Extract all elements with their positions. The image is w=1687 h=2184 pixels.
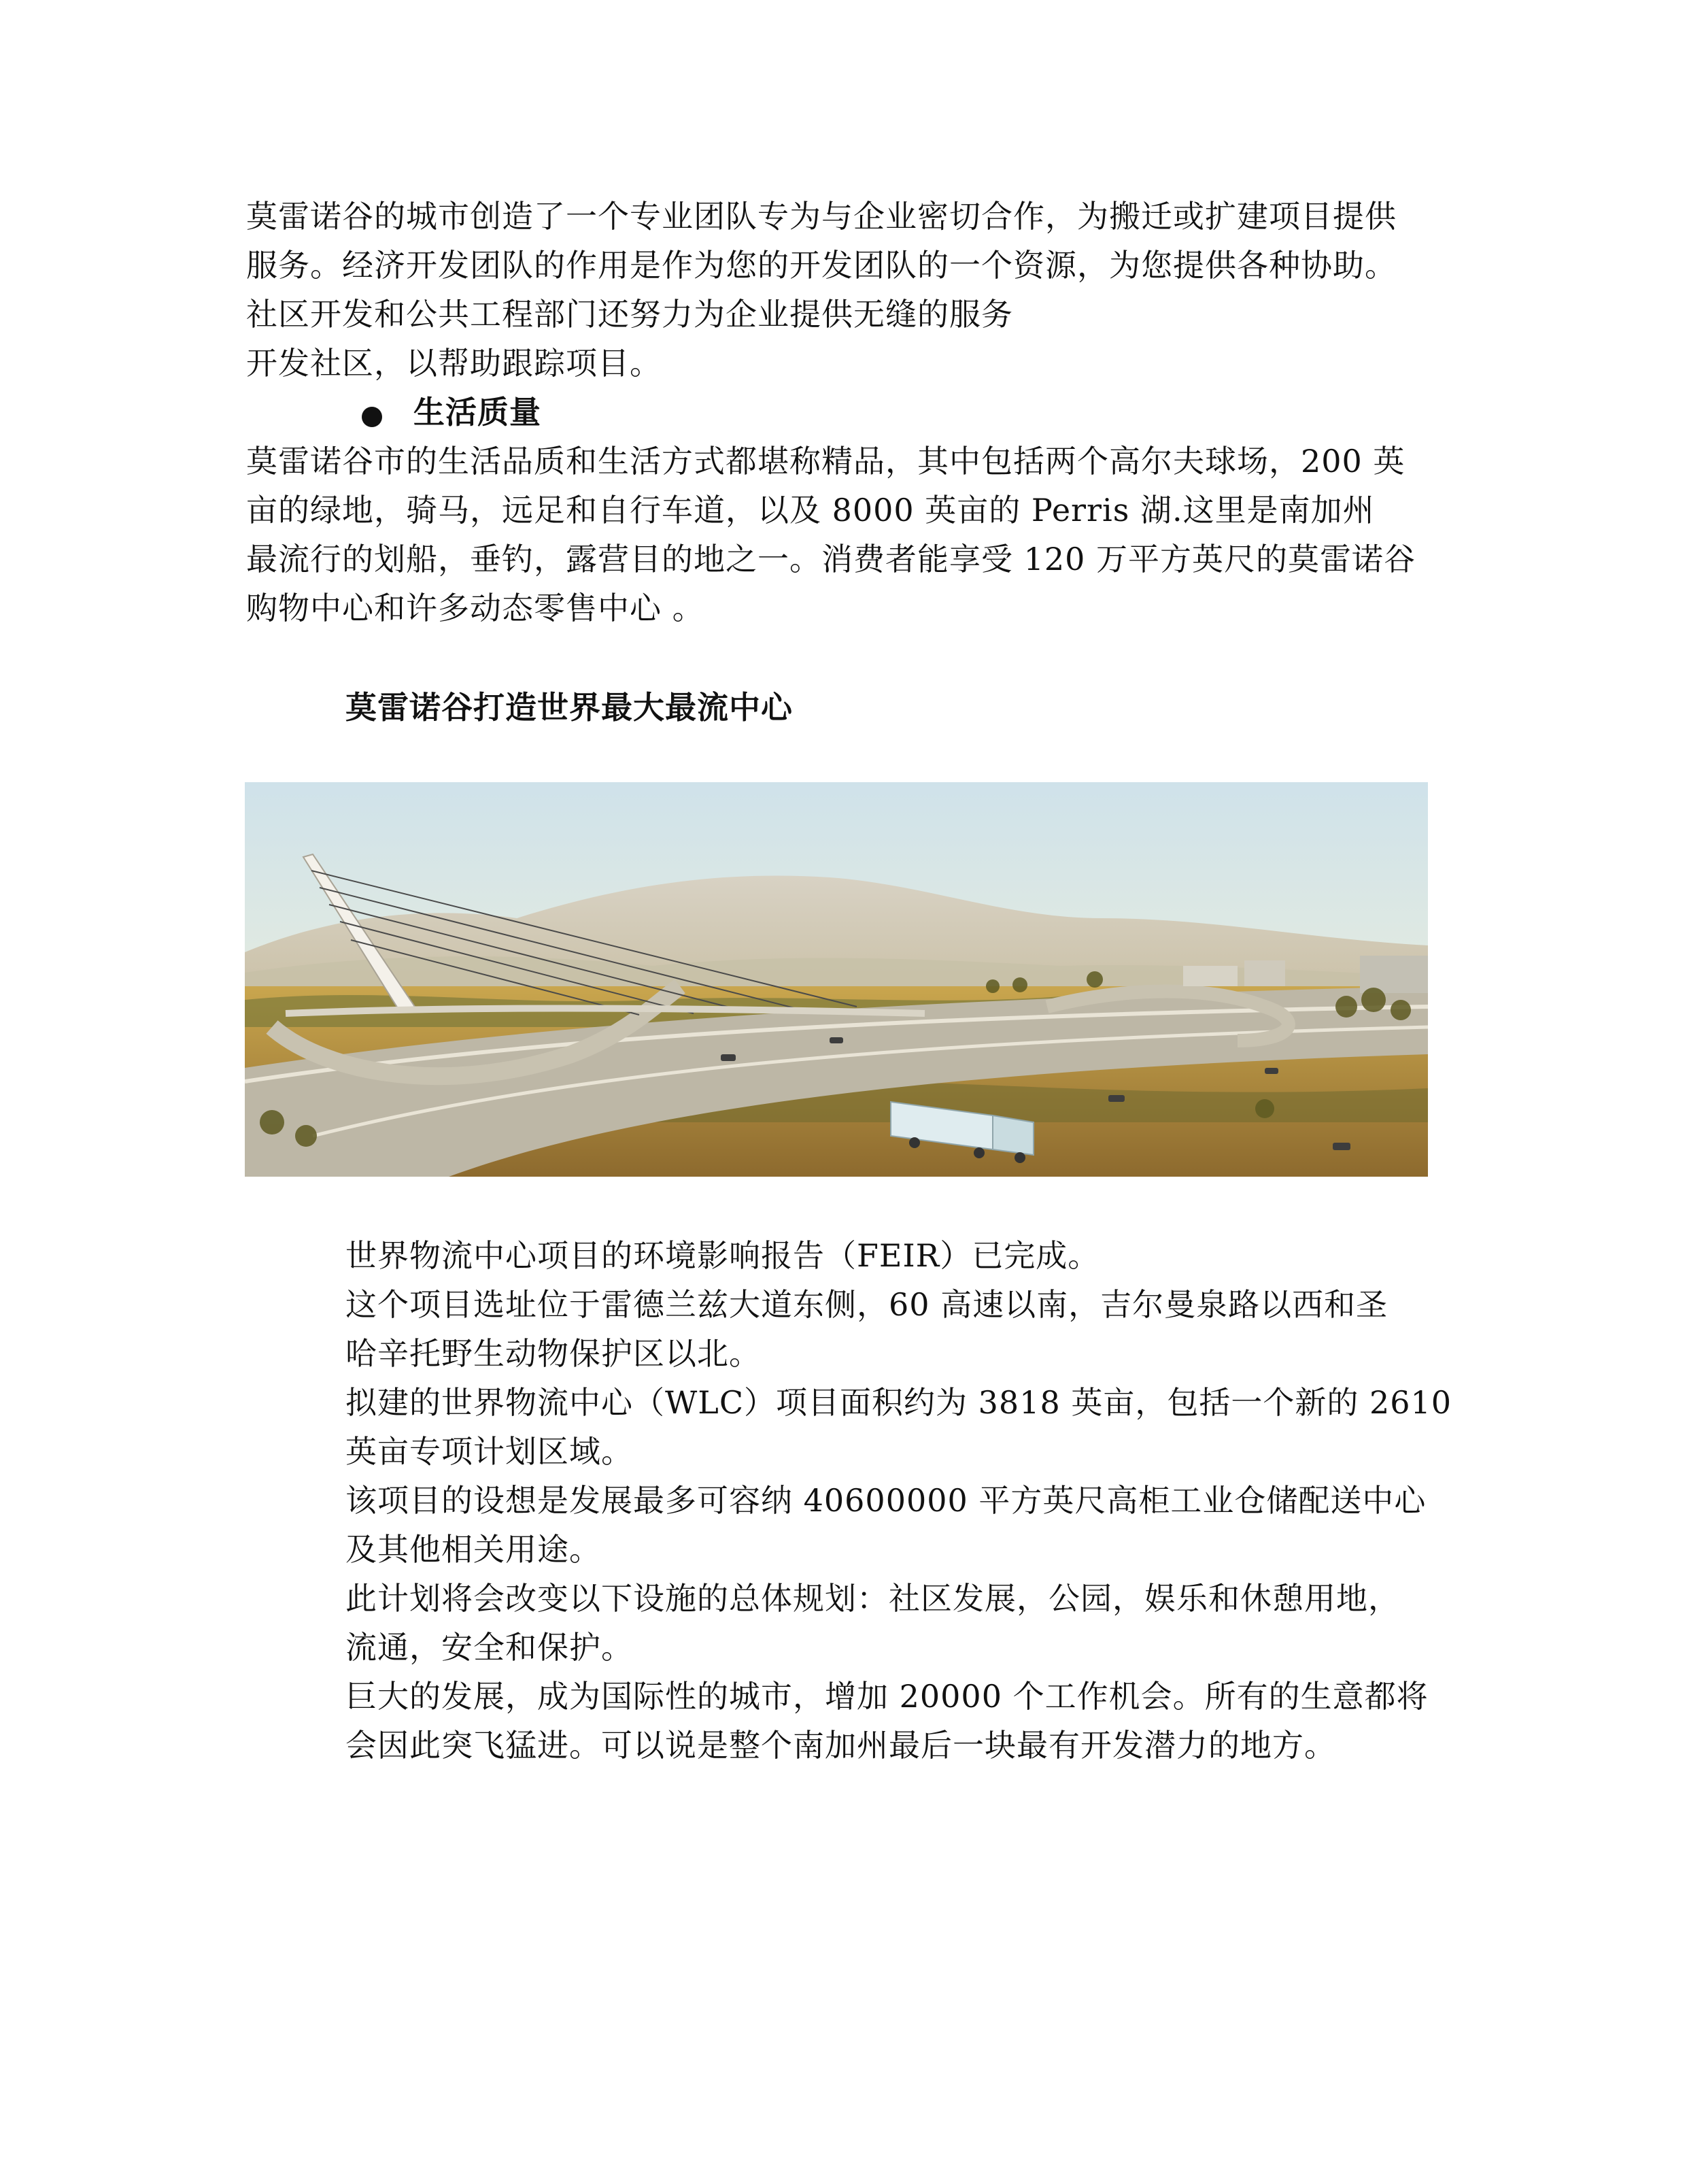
- logistics-line-1: 世界物流中心项目的环境影响报告（FEIR）已完成。: [345, 1237, 1100, 1274]
- intro-line-2: 服务。经济开发团队的作用是作为您的开发团队的一个资源，为您提供各种协助。: [246, 247, 1397, 284]
- intro-line-4: 开发社区，以帮助跟踪项目。: [246, 345, 662, 382]
- logistics-line-9: 流通，安全和保护。: [345, 1629, 633, 1666]
- logistics-line-2: 这个项目选址位于雷德兰兹大道东侧，60 高速以南，吉尔曼泉路以西和圣: [345, 1286, 1388, 1323]
- logistics-line-11: 会因此突飞猛进。可以说是整个南加州最后一块最有开发潜力的地方。: [345, 1727, 1336, 1764]
- quality-line-2: 亩的绿地，骑马，远足和自行车道，以及 8000 英亩的 Perris 湖.这里是南加州: [246, 492, 1375, 528]
- bullet-icon: [362, 407, 382, 427]
- highway-illustration: [245, 782, 1428, 1177]
- logistics-line-5: 英亩专项计划区域。: [345, 1433, 633, 1470]
- logistics-line-3: 哈辛托野生动物保护区以北。: [345, 1335, 761, 1372]
- logistics-line-7: 及其他相关用途。: [345, 1531, 601, 1568]
- intro-line-1: 莫雷诺谷的城市创造了一个专业团队专为与企业密切合作，为搬迁或扩建项目提供: [246, 198, 1397, 235]
- quality-line-1: 莫雷诺谷市的生活品质和生活方式都堪称精品，其中包括两个高尔夫球场，200 英: [246, 443, 1405, 480]
- logistics-line-4: 拟建的世界物流中心（WLC）项目面积约为 3818 英亩，包括一个新的 2610: [345, 1384, 1452, 1421]
- section-heading: 莫雷诺谷打造世界最大最流中心: [345, 689, 793, 726]
- logistics-line-6: 该项目的设想是发展最多可容纳 40600000 平方英尺高柜工业仓储配送中心: [345, 1482, 1427, 1519]
- logistics-line-10: 巨大的发展，成为国际性的城市，增加 20000 个工作机会。所有的生意都将: [345, 1678, 1429, 1715]
- quality-line-4: 购物中心和许多动态零售中心 。: [246, 590, 704, 626]
- logistics-line-8: 此计划将会改变以下设施的总体规划：社区发展，公园，娱乐和休憩用地，: [345, 1580, 1400, 1617]
- intro-line-3: 社区开发和公共工程部门还努力为企业提供无缝的服务: [246, 296, 1013, 333]
- quality-bullet-label: 生活质量: [413, 394, 541, 431]
- quality-line-3: 最流行的划船，垂钓，露营目的地之一。消费者能享受 120 万平方英尺的莫雷诺谷: [246, 541, 1416, 577]
